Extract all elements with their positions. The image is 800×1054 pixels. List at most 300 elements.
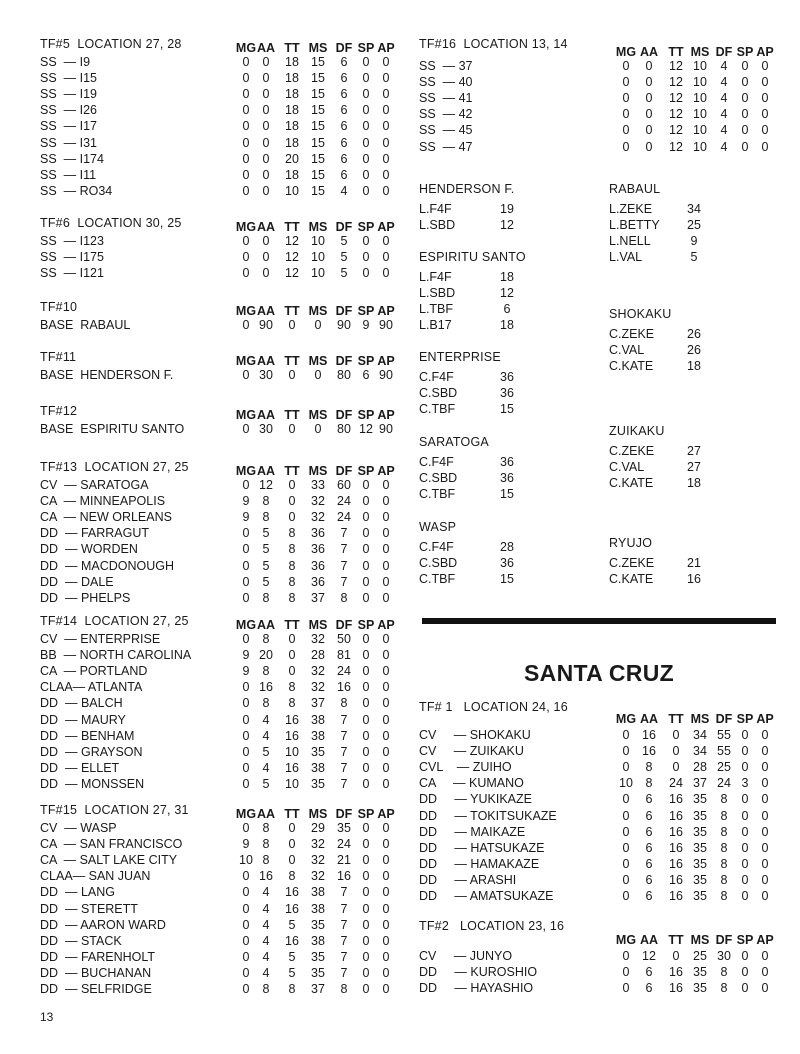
stat-mg: 0	[242, 885, 250, 900]
stat-aa: 8	[262, 510, 270, 525]
stat-df: 4	[340, 183, 348, 198]
ship-name: BASE ESPIRITU SANTO	[40, 422, 185, 436]
column-header-ap: AP	[377, 464, 395, 478]
column-header-ap: AP	[377, 618, 395, 632]
stat-mg: 0	[242, 422, 250, 436]
stat-ms: 36	[311, 558, 325, 573]
stat-df: 6	[340, 135, 348, 150]
table-row	[419, 792, 789, 808]
column-header-mg: MG	[615, 712, 637, 726]
stat-mg: 0	[242, 167, 250, 182]
stat-mg: 0	[242, 318, 250, 332]
stat-aa: 5	[262, 574, 270, 589]
stat-sp: 0	[362, 590, 370, 605]
ship-name: SS — I121	[40, 266, 104, 281]
stat-sp: 0	[362, 55, 370, 69]
column-header-mg: MG	[235, 354, 257, 368]
aircraft-type: L.ZEKE	[609, 202, 653, 216]
stat-df: 7	[340, 901, 348, 916]
column-header-ap: AP	[756, 45, 774, 59]
stat-ap: 0	[761, 981, 769, 996]
ship-name: DD — LANG	[40, 885, 116, 900]
aircraft-type: L.SBD	[419, 286, 456, 301]
ship-name: SS — RO34	[40, 183, 113, 198]
stat-aa: 12	[259, 478, 273, 492]
aircraft-count: 15	[500, 572, 514, 587]
stat-df: 7	[340, 760, 348, 775]
stat-ap: 0	[761, 824, 769, 839]
table-row	[40, 696, 400, 712]
stat-ap: 0	[382, 933, 390, 948]
stat-ap: 0	[382, 776, 390, 791]
air-group-base: SARATOGA	[419, 435, 489, 449]
stat-tt: 16	[285, 760, 299, 775]
ship-name: DD — AMATSUKAZE	[419, 889, 554, 903]
column-header-df: DF	[715, 933, 733, 947]
stat-ms: 36	[311, 542, 325, 557]
stat-tt: 0	[288, 821, 296, 835]
stat-df: 55	[717, 728, 731, 742]
stat-aa: 5	[262, 558, 270, 573]
stat-df: 90	[337, 318, 351, 332]
table-row	[40, 318, 400, 334]
table-row	[40, 966, 400, 982]
stat-ap: 0	[382, 728, 390, 743]
stat-tt: 18	[285, 87, 299, 102]
stat-mg: 0	[242, 234, 250, 248]
ship-name: CLAA— SAN JUAN	[40, 869, 151, 884]
column-header-ms: MS	[308, 354, 328, 368]
column-header-sp: SP	[357, 354, 375, 368]
stat-mg: 0	[242, 368, 250, 382]
stat-tt: 0	[288, 494, 296, 509]
stat-mg: 9	[242, 837, 250, 852]
column-header-mg: MG	[235, 304, 257, 318]
stat-aa: 0	[262, 55, 270, 69]
aircraft-row	[419, 455, 559, 471]
stat-ap: 0	[382, 266, 390, 281]
stat-ms: 35	[693, 792, 707, 807]
stat-tt: 12	[285, 234, 299, 248]
stat-aa: 8	[262, 696, 270, 711]
ship-name: DD — BALCH	[40, 696, 123, 711]
task-force-title: TF#15 LOCATION 27, 31	[40, 803, 189, 817]
task-force-title: TF#2 LOCATION 23, 16	[419, 919, 565, 933]
stat-tt: 10	[285, 744, 299, 759]
stat-ms: 32	[311, 664, 325, 679]
column-header-tt: TT	[284, 807, 300, 821]
column-header-ap: AP	[377, 408, 395, 422]
stat-sp: 0	[741, 872, 749, 887]
task-force-title: TF# 1 LOCATION 24, 16	[419, 700, 568, 714]
aircraft-row	[419, 471, 559, 487]
stat-tt: 16	[669, 856, 683, 871]
aircraft-count: 18	[500, 270, 514, 284]
stat-sp: 0	[362, 885, 370, 900]
stat-df: 8	[720, 840, 728, 855]
ship-name: CV — ENTERPRISE	[40, 632, 161, 646]
stat-ms: 33	[311, 478, 325, 492]
stat-df: 4	[720, 91, 728, 106]
stat-tt: 10	[285, 183, 299, 198]
stat-sp: 6	[362, 368, 370, 382]
stat-aa: 0	[262, 119, 270, 134]
ship-name: SS — I11	[40, 167, 97, 182]
aircraft-type: L.VAL	[609, 250, 643, 265]
aircraft-type: C.KATE	[609, 359, 654, 374]
table-row	[40, 266, 400, 282]
stat-aa: 8	[645, 776, 653, 791]
stat-df: 8	[720, 889, 728, 903]
stat-df: 5	[340, 250, 348, 265]
stat-aa: 30	[259, 368, 273, 382]
column-header-ms: MS	[690, 45, 710, 59]
stat-sp: 0	[741, 75, 749, 90]
stat-ms: 10	[311, 250, 325, 265]
table-row	[40, 368, 400, 384]
table-row	[40, 510, 400, 526]
stat-tt: 12	[669, 139, 683, 154]
aircraft-count: 18	[500, 318, 514, 333]
stat-ap: 0	[382, 55, 390, 69]
stat-ms: 35	[311, 744, 325, 759]
stat-df: 24	[337, 510, 351, 525]
aircraft-row	[419, 270, 559, 286]
stat-ap: 0	[382, 574, 390, 589]
column-header-sp: SP	[357, 41, 375, 55]
stat-tt: 8	[288, 869, 296, 884]
table-row	[40, 853, 400, 869]
stat-tt: 24	[669, 776, 683, 791]
table-row	[419, 809, 789, 825]
stat-aa: 8	[262, 632, 270, 646]
column-header-aa: AA	[256, 220, 276, 234]
ship-name: DD — DALE	[40, 574, 114, 589]
task-force-title: TF#13 LOCATION 27, 25	[40, 460, 189, 474]
stat-ap: 0	[382, 478, 390, 492]
column-header-aa: AA	[639, 712, 659, 726]
stat-aa: 4	[262, 728, 270, 743]
stat-sp: 0	[362, 494, 370, 509]
table-row	[419, 760, 789, 776]
aircraft-type: C.F4F	[419, 455, 454, 469]
table-row	[40, 559, 400, 575]
stat-aa: 8	[262, 821, 270, 835]
stat-ap: 90	[379, 318, 393, 332]
ship-name: CLAA— ATLANTA	[40, 680, 143, 695]
air-group-base: ZUIKAKU	[609, 424, 665, 438]
ship-name: DD — STACK	[40, 933, 122, 948]
table-row	[40, 982, 400, 998]
table-row	[40, 837, 400, 853]
stat-aa: 0	[262, 234, 270, 248]
aircraft-type: L.TBF	[419, 302, 454, 317]
table-row	[419, 59, 789, 75]
stat-aa: 0	[645, 75, 653, 90]
stat-ms: 32	[311, 853, 325, 868]
stat-mg: 0	[622, 107, 630, 122]
table-row	[40, 152, 400, 168]
stat-tt: 8	[288, 526, 296, 541]
stat-sp: 0	[741, 59, 749, 73]
stat-ms: 15	[311, 87, 325, 102]
stat-ap: 0	[761, 59, 769, 73]
stat-ms: 25	[693, 949, 707, 963]
stat-mg: 0	[242, 151, 250, 166]
column-header-tt: TT	[284, 464, 300, 478]
stat-mg: 0	[242, 558, 250, 573]
stat-mg: 0	[242, 917, 250, 932]
stat-ms: 35	[693, 889, 707, 903]
stat-aa: 0	[262, 250, 270, 265]
ship-name: DD — STERETT	[40, 901, 138, 916]
ship-name: DD — BUCHANAN	[40, 965, 152, 980]
column-header-tt: TT	[284, 618, 300, 632]
aircraft-row	[419, 202, 559, 218]
column-header-tt: TT	[284, 354, 300, 368]
stat-mg: 0	[242, 574, 250, 589]
stat-sp: 0	[741, 949, 749, 963]
column-header-ms: MS	[308, 464, 328, 478]
stat-df: 7	[340, 949, 348, 964]
stat-ap: 0	[382, 664, 390, 679]
column-header-ap: AP	[377, 807, 395, 821]
stat-ms: 38	[311, 712, 325, 727]
table-row	[40, 591, 400, 607]
stat-tt: 16	[669, 808, 683, 823]
stat-tt: 10	[285, 776, 299, 791]
stat-mg: 0	[242, 933, 250, 948]
stat-ms: 15	[311, 167, 325, 182]
stat-aa: 16	[259, 869, 273, 884]
ship-name: CA — MINNEAPOLIS	[40, 494, 166, 509]
ship-name: DD — MAIKAZE	[419, 824, 526, 839]
table-row	[40, 575, 400, 591]
column-header-aa: AA	[256, 41, 276, 55]
stat-sp: 0	[741, 981, 749, 996]
stat-sp: 0	[362, 933, 370, 948]
column-header-ap: AP	[377, 41, 395, 55]
stat-aa: 6	[645, 856, 653, 871]
stat-df: 50	[337, 632, 351, 646]
column-header-ms: MS	[308, 807, 328, 821]
stat-df: 6	[340, 55, 348, 69]
stat-aa: 4	[262, 933, 270, 948]
stat-tt: 16	[669, 965, 683, 980]
stat-ms: 35	[311, 776, 325, 791]
column-header-df: DF	[335, 408, 353, 422]
column-header-sp: SP	[736, 712, 754, 726]
stat-tt: 18	[285, 55, 299, 69]
stat-ap: 0	[761, 889, 769, 903]
table-row	[40, 494, 400, 510]
stat-mg: 0	[242, 869, 250, 884]
aircraft-row	[419, 572, 559, 588]
stat-sp: 0	[741, 107, 749, 122]
stat-ms: 38	[311, 901, 325, 916]
aircraft-count: 5	[690, 250, 698, 265]
stat-ms: 35	[311, 965, 325, 980]
aircraft-row	[419, 487, 559, 503]
stat-tt: 12	[285, 250, 299, 265]
stat-sp: 0	[362, 234, 370, 248]
stat-sp: 0	[362, 776, 370, 791]
stat-tt: 0	[288, 648, 296, 663]
table-row	[40, 422, 400, 438]
aircraft-row	[609, 327, 749, 343]
stat-mg: 0	[622, 728, 630, 742]
stat-sp: 0	[362, 760, 370, 775]
aircraft-type: C.SBD	[419, 386, 458, 401]
stat-sp: 0	[362, 869, 370, 884]
stat-df: 7	[340, 542, 348, 557]
stat-mg: 0	[242, 542, 250, 557]
column-header-ap: AP	[377, 354, 395, 368]
stat-mg: 0	[622, 123, 630, 138]
stat-ap: 0	[382, 526, 390, 541]
stat-df: 7	[340, 933, 348, 948]
stat-tt: 0	[288, 510, 296, 525]
table-row	[419, 965, 789, 981]
stat-tt: 8	[288, 574, 296, 589]
stat-tt: 16	[669, 792, 683, 807]
stat-ap: 90	[379, 422, 393, 436]
table-row	[419, 140, 789, 156]
stat-ms: 28	[311, 648, 325, 663]
column-header-tt: TT	[284, 41, 300, 55]
stat-df: 24	[337, 494, 351, 509]
stat-df: 8	[720, 965, 728, 980]
table-row	[419, 949, 789, 965]
stat-aa: 5	[262, 526, 270, 541]
stat-tt: 12	[285, 266, 299, 281]
stat-ms: 35	[311, 949, 325, 964]
column-header-df: DF	[335, 41, 353, 55]
stat-ap: 0	[382, 542, 390, 557]
aircraft-type: L.F4F	[419, 270, 452, 284]
aircraft-type: C.ZEKE	[609, 444, 655, 458]
stat-df: 8	[720, 808, 728, 823]
stat-mg: 0	[242, 526, 250, 541]
stat-df: 7	[340, 776, 348, 791]
air-group-base: HENDERSON F.	[419, 182, 515, 196]
stat-sp: 0	[362, 250, 370, 265]
stat-tt: 16	[285, 712, 299, 727]
stat-ms: 34	[693, 728, 707, 742]
aircraft-row	[419, 540, 559, 556]
task-force-title: TF#16 LOCATION 13, 14	[419, 37, 568, 51]
stat-df: 81	[337, 648, 351, 663]
aircraft-type: L.F4F	[419, 202, 452, 216]
table-row	[40, 526, 400, 542]
ship-name: CA — NEW ORLEANS	[40, 510, 172, 525]
stat-ap: 0	[382, 558, 390, 573]
stat-ms: 29	[311, 821, 325, 835]
column-header-ms: MS	[690, 933, 710, 947]
table-row	[40, 902, 400, 918]
stat-aa: 4	[262, 760, 270, 775]
stat-ap: 0	[382, 982, 390, 996]
stat-tt: 5	[288, 949, 296, 964]
stat-df: 35	[337, 821, 351, 835]
stat-aa: 8	[262, 590, 270, 605]
table-row	[419, 857, 789, 873]
stat-sp: 0	[362, 664, 370, 679]
stat-ap: 0	[382, 869, 390, 884]
stat-ap: 0	[761, 949, 769, 963]
ship-name: CV — SARATOGA	[40, 478, 149, 492]
stat-tt: 16	[669, 824, 683, 839]
stat-sp: 0	[741, 123, 749, 138]
aircraft-row	[419, 318, 559, 334]
stat-sp: 0	[362, 71, 370, 86]
stat-aa: 6	[645, 840, 653, 855]
stat-sp: 0	[741, 728, 749, 742]
stat-mg: 0	[622, 856, 630, 871]
stat-aa: 8	[262, 982, 270, 996]
aircraft-row	[609, 476, 749, 492]
table-row	[40, 168, 400, 184]
stat-tt: 18	[285, 103, 299, 118]
stat-tt: 5	[288, 917, 296, 932]
stat-ap: 0	[382, 853, 390, 868]
column-header-ap: AP	[377, 220, 395, 234]
stat-aa: 0	[645, 123, 653, 138]
column-header-sp: SP	[357, 408, 375, 422]
stat-sp: 0	[741, 808, 749, 823]
stat-df: 4	[720, 139, 728, 154]
stat-ap: 0	[382, 119, 390, 134]
stat-sp: 0	[741, 856, 749, 871]
stat-sp: 0	[362, 167, 370, 182]
column-header-mg: MG	[235, 464, 257, 478]
stat-ms: 35	[693, 840, 707, 855]
stat-mg: 9	[242, 664, 250, 679]
ship-name: BB — NORTH CAROLINA	[40, 648, 192, 663]
ship-name: DD — ELLET	[40, 760, 120, 775]
stat-mg: 0	[242, 728, 250, 743]
ship-name: DD — MONSSEN	[40, 776, 145, 791]
table-row	[40, 103, 400, 119]
stat-tt: 16	[669, 872, 683, 887]
table-row	[40, 761, 400, 777]
stat-df: 8	[340, 696, 348, 711]
aircraft-type: L.BETTY	[609, 218, 660, 233]
column-header-ms: MS	[308, 618, 328, 632]
stat-aa: 0	[262, 71, 270, 86]
stat-mg: 9	[242, 494, 250, 509]
aircraft-type: C.ZEKE	[609, 327, 655, 341]
stat-ms: 15	[311, 151, 325, 166]
stat-sp: 0	[362, 542, 370, 557]
stat-aa: 8	[262, 494, 270, 509]
aircraft-count: 36	[500, 386, 514, 401]
stat-ms: 10	[311, 234, 325, 248]
stat-df: 21	[337, 853, 351, 868]
stat-ap: 0	[382, 744, 390, 759]
stat-aa: 5	[262, 744, 270, 759]
stat-sp: 0	[741, 889, 749, 903]
column-header-df: DF	[335, 304, 353, 318]
stat-ms: 37	[311, 590, 325, 605]
aircraft-type: C.VAL	[609, 343, 645, 358]
aircraft-count: 12	[500, 286, 514, 301]
stat-mg: 0	[242, 901, 250, 916]
ship-name: DD — YUKIKAZE	[419, 792, 532, 807]
stat-aa: 6	[645, 808, 653, 823]
stat-mg: 0	[242, 821, 250, 835]
column-header-aa: AA	[256, 354, 276, 368]
